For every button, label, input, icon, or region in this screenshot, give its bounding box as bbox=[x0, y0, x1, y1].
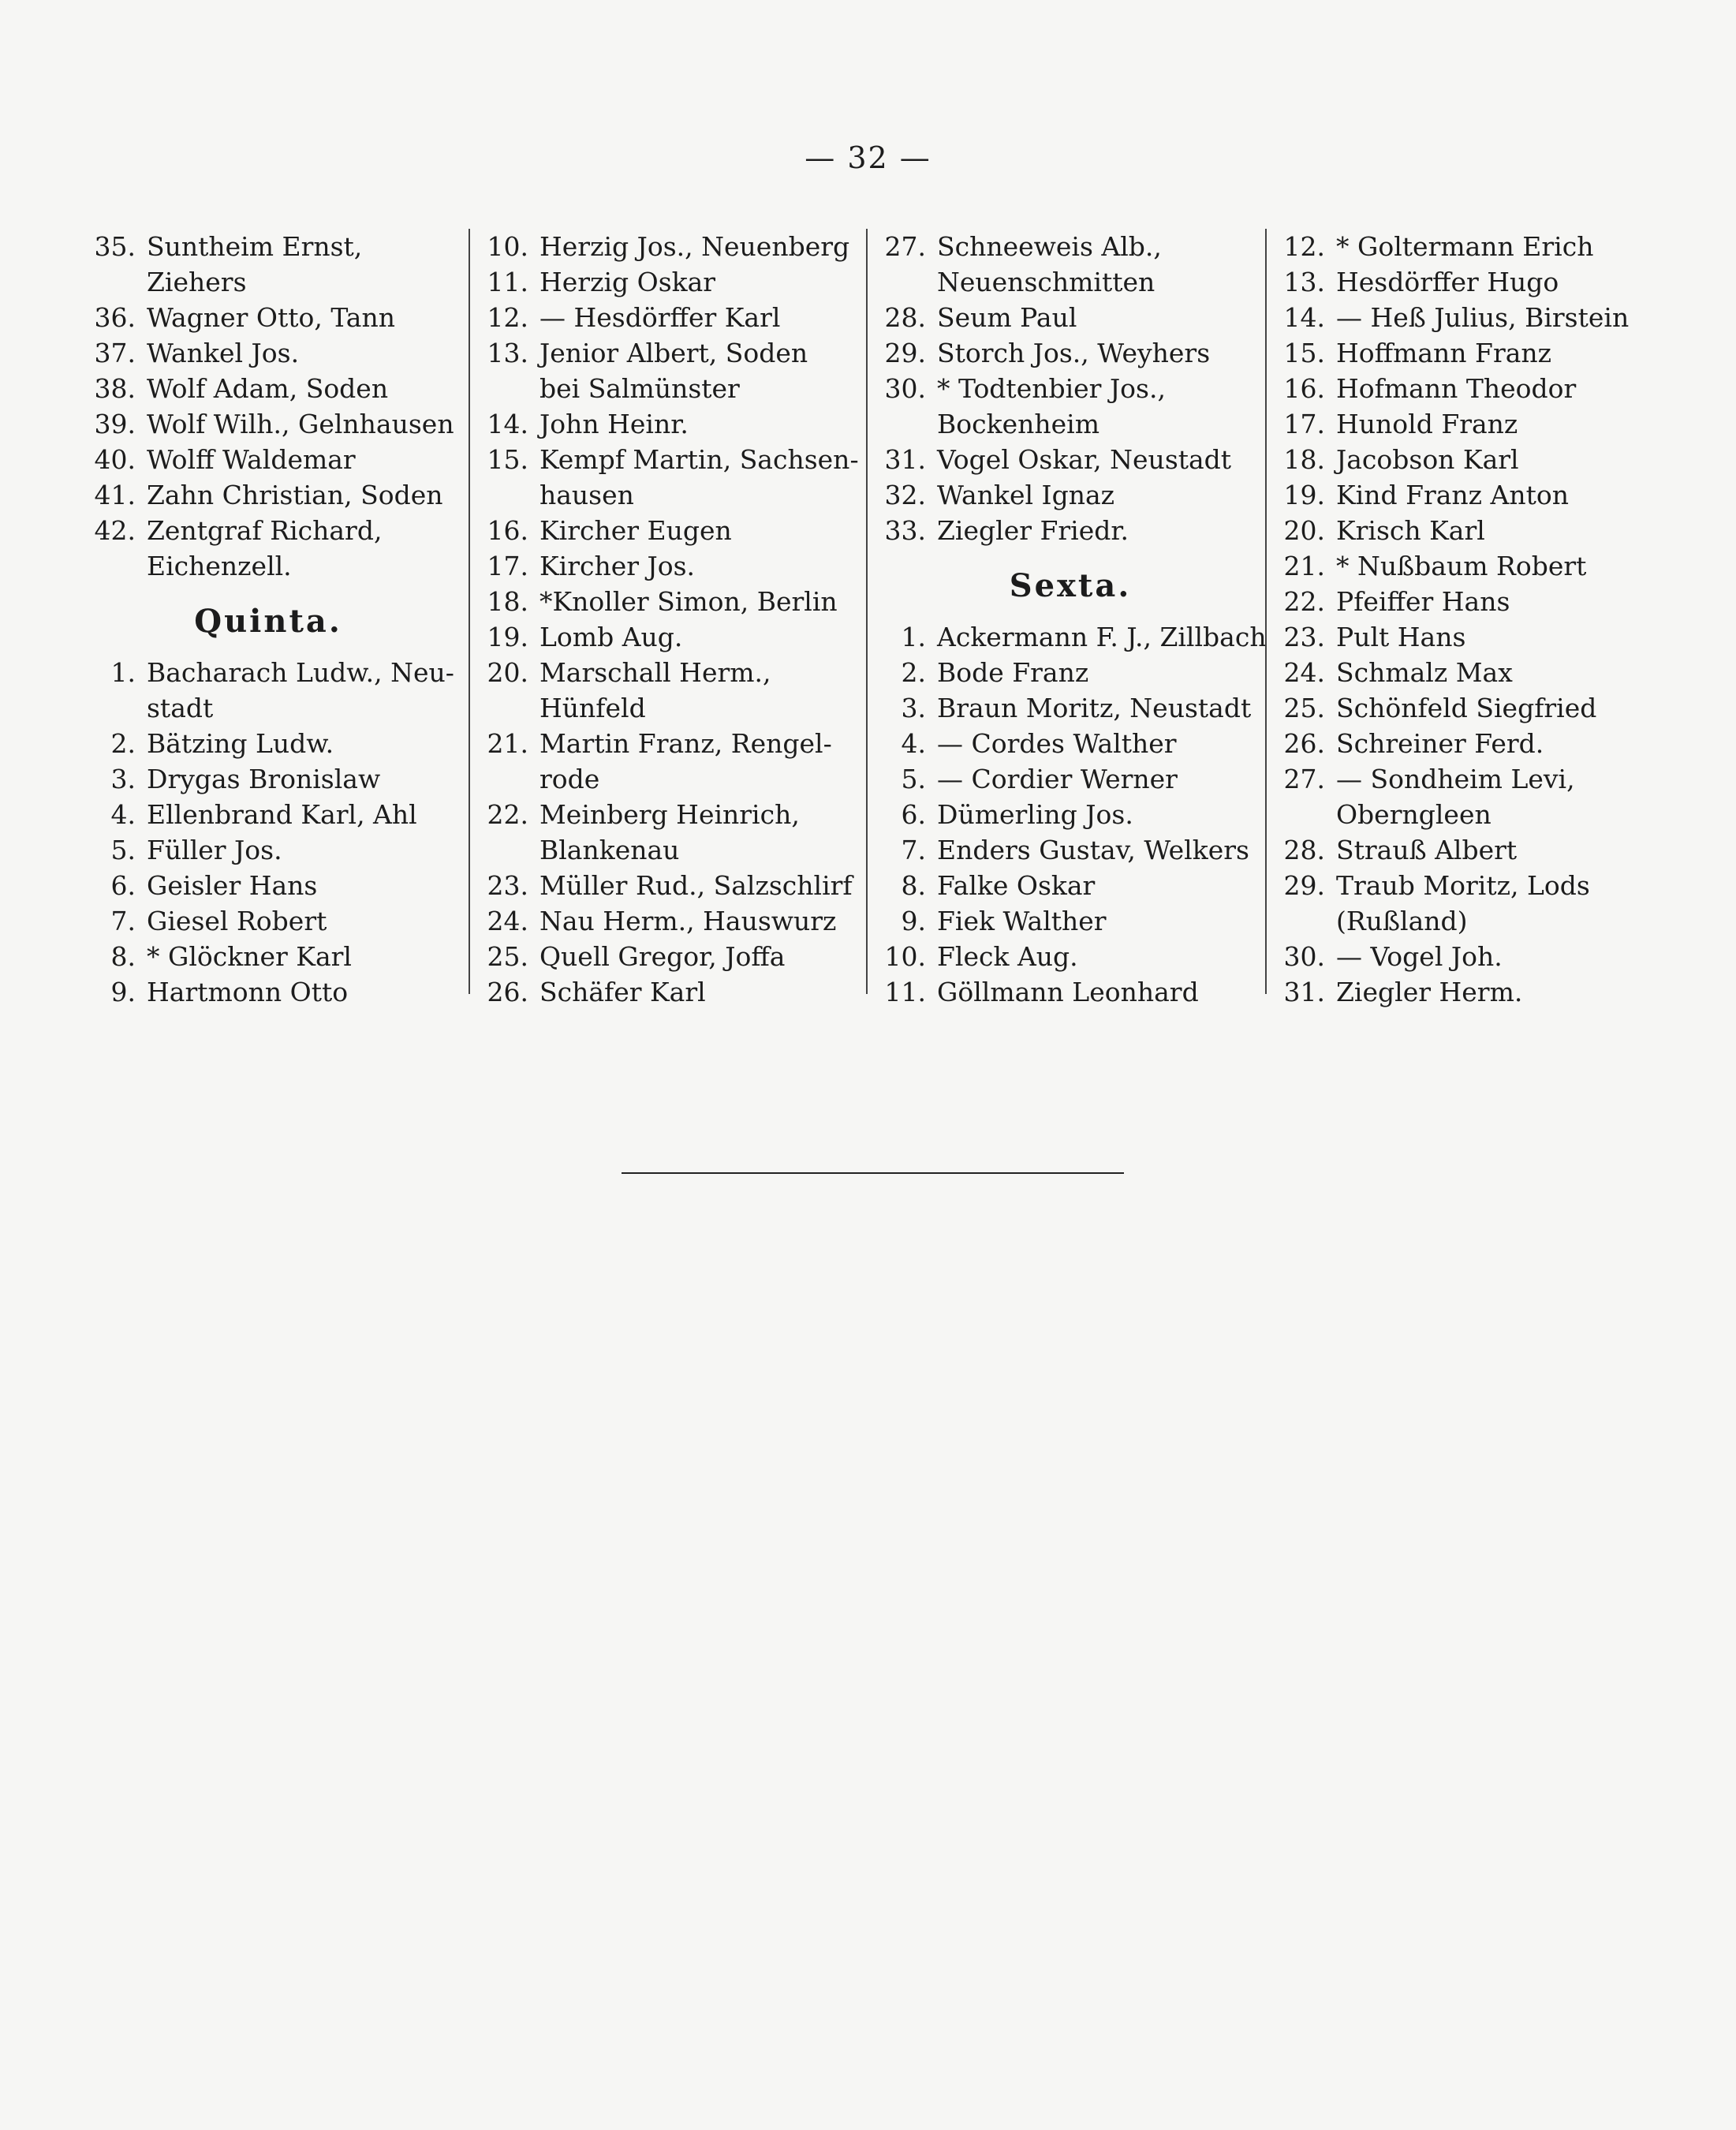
list-item bbox=[877, 939, 1264, 974]
entry-continuation: stadt bbox=[147, 693, 214, 723]
entry-number: 9. bbox=[110, 977, 136, 1007]
entry-name: Marschall Herm., bbox=[539, 657, 771, 688]
list-item bbox=[480, 974, 866, 1010]
list-item bbox=[877, 371, 1264, 406]
entry-number: 30. bbox=[1283, 941, 1325, 972]
list-item bbox=[877, 229, 1264, 264]
entry-name: — Hesdörffer Karl bbox=[539, 302, 781, 333]
list-item bbox=[480, 868, 866, 903]
entry-name: Bacharach Ludw., Neu- bbox=[147, 657, 454, 688]
entry-number: 15. bbox=[1283, 338, 1325, 368]
entry-name: Fleck Aug. bbox=[937, 941, 1078, 972]
entry-number: 8. bbox=[901, 870, 926, 901]
entry-name: Jenior Albert, Soden bbox=[539, 338, 808, 368]
entry-number: 1. bbox=[901, 622, 926, 652]
list-item bbox=[1276, 726, 1671, 761]
entry-name: Kempf Martin, Sachsen- bbox=[539, 444, 859, 475]
entry-number: 4. bbox=[110, 799, 136, 830]
entry-number: 16. bbox=[1283, 373, 1325, 404]
entry-name: * Todtenbier Jos., bbox=[937, 373, 1166, 404]
list-item bbox=[1276, 868, 1671, 903]
entry-name: Wankel Ignaz bbox=[937, 480, 1115, 510]
entry-name: Geisler Hans bbox=[147, 870, 318, 901]
entry-name: Meinberg Heinrich, bbox=[539, 799, 800, 830]
list-item bbox=[480, 939, 866, 974]
list-item bbox=[480, 406, 866, 442]
entry-number: 25. bbox=[487, 941, 528, 972]
entry-number: 21. bbox=[1283, 551, 1325, 581]
section-rule bbox=[622, 1172, 1124, 1174]
entry-number: 24. bbox=[1283, 657, 1325, 688]
entry-number: 3. bbox=[901, 693, 926, 723]
entry-name: Wolf Wilh., Gelnhausen bbox=[147, 409, 454, 439]
entry-name: Kircher Jos. bbox=[539, 551, 696, 581]
entry-name: Ellenbrand Karl, Ahl bbox=[147, 799, 417, 830]
entry-number: 6. bbox=[110, 870, 136, 901]
entry-number: 29. bbox=[884, 338, 926, 368]
list-item bbox=[1276, 761, 1671, 797]
entry-number: 36. bbox=[94, 302, 136, 333]
list-item bbox=[877, 797, 1264, 832]
list-item bbox=[480, 229, 866, 264]
list-item bbox=[877, 726, 1264, 761]
entry-number: 9. bbox=[901, 906, 926, 936]
entry-number: 23. bbox=[1283, 622, 1325, 652]
column-2 bbox=[469, 229, 866, 1007]
entry-number: 28. bbox=[884, 302, 926, 333]
entry-number: 14. bbox=[487, 409, 528, 439]
list-item bbox=[877, 655, 1264, 690]
entry-continuation: Bockenheim bbox=[937, 409, 1100, 439]
entry-number: 5. bbox=[901, 764, 926, 794]
entry-name: Füller Jos. bbox=[147, 835, 282, 865]
list-item bbox=[480, 903, 866, 939]
entry-name: Wolf Adam, Soden bbox=[147, 373, 389, 404]
list-item bbox=[87, 832, 450, 868]
entry-continuation: hausen bbox=[539, 480, 634, 510]
entry-name: Ziegler Herm. bbox=[1336, 977, 1523, 1007]
list-item bbox=[1276, 513, 1671, 548]
quinta-heading: Quinta. bbox=[194, 603, 342, 640]
list-item bbox=[87, 797, 450, 832]
list-item bbox=[1276, 832, 1671, 868]
list-item bbox=[1276, 548, 1671, 584]
entry-number: 22. bbox=[487, 799, 528, 830]
entry-name: Hofmann Theodor bbox=[1336, 373, 1577, 404]
list-item bbox=[1276, 939, 1671, 974]
entry-number: 23. bbox=[487, 870, 528, 901]
list-item bbox=[1276, 300, 1671, 335]
entry-name: Seum Paul bbox=[937, 302, 1077, 333]
entry-name: Kind Franz Anton bbox=[1336, 480, 1570, 510]
list-item bbox=[87, 761, 450, 797]
list-item bbox=[1276, 477, 1671, 513]
entry-number: 27. bbox=[884, 231, 926, 262]
entry-name: — Cordier Werner bbox=[937, 764, 1178, 794]
entry-name: Schmalz Max bbox=[1336, 657, 1513, 688]
entry-number: 26. bbox=[1283, 728, 1325, 759]
list-item bbox=[87, 229, 450, 264]
entry-number: 37. bbox=[94, 338, 136, 368]
entry-continuation: Neuenschmitten bbox=[937, 267, 1155, 297]
entry-number: 38. bbox=[94, 373, 136, 404]
list-item bbox=[87, 300, 450, 335]
list-item bbox=[480, 335, 866, 371]
entry-number: 40. bbox=[94, 444, 136, 475]
entry-name: Giesel Robert bbox=[147, 906, 327, 936]
list-item bbox=[1276, 584, 1671, 619]
entry-number: 1. bbox=[110, 657, 136, 688]
entry-number: 31. bbox=[884, 444, 926, 475]
entry-name: Vogel Oskar, Neustadt bbox=[937, 444, 1232, 475]
list-item bbox=[480, 548, 866, 584]
entry-continuation: (Rußland) bbox=[1336, 906, 1468, 936]
entry-number: 33. bbox=[884, 515, 926, 546]
entry-name: Traub Moritz, Lods bbox=[1336, 870, 1590, 901]
entry-number: 17. bbox=[487, 551, 528, 581]
entry-continuation: Blankenau bbox=[539, 835, 680, 865]
list-item bbox=[1276, 371, 1671, 406]
entry-name: Pfeiffer Hans bbox=[1336, 586, 1510, 617]
entry-number: 10. bbox=[487, 231, 528, 262]
list-item bbox=[1276, 264, 1671, 300]
column-4 bbox=[1265, 229, 1671, 1007]
entry-name: Falke Oskar bbox=[937, 870, 1096, 901]
quinta-list-continued bbox=[480, 229, 866, 1010]
entry-number: 18. bbox=[1283, 444, 1325, 475]
entry-number: 14. bbox=[1283, 302, 1325, 333]
entry-name: Ziegler Friedr. bbox=[937, 515, 1129, 546]
entry-number: 3. bbox=[110, 764, 136, 794]
list-item bbox=[480, 655, 866, 690]
list-item bbox=[480, 584, 866, 619]
entry-number: 7. bbox=[110, 906, 136, 936]
entry-number: 2. bbox=[110, 728, 136, 759]
entry-number: 28. bbox=[1283, 835, 1325, 865]
list-item bbox=[87, 974, 450, 1010]
entry-name: * Goltermann Erich bbox=[1336, 231, 1594, 262]
list-item bbox=[1276, 335, 1671, 371]
list-item bbox=[877, 619, 1267, 655]
entry-number: 19. bbox=[487, 622, 528, 652]
list-item bbox=[87, 406, 454, 442]
list-item bbox=[87, 903, 450, 939]
entry-name: Schneeweis Alb., bbox=[937, 231, 1162, 262]
entry-number: 25. bbox=[1283, 693, 1325, 723]
quinta-list-end bbox=[877, 229, 1264, 548]
entry-number: 35. bbox=[94, 231, 136, 262]
entry-name: Schönfeld Siegfried bbox=[1336, 693, 1597, 723]
entry-continuation: Oberngleen bbox=[1336, 799, 1491, 830]
list-item bbox=[1276, 442, 1671, 477]
entry-number: 7. bbox=[901, 835, 926, 865]
entry-name: — Heß Julius, Birstein bbox=[1336, 302, 1630, 333]
entry-name: Wagner Otto, Tann bbox=[147, 302, 395, 333]
list-item bbox=[87, 655, 454, 690]
column-1 bbox=[87, 229, 454, 1010]
entry-number: 19. bbox=[1283, 480, 1325, 510]
sexta-list-part bbox=[877, 619, 1267, 1010]
list-item bbox=[1276, 690, 1671, 726]
list-item bbox=[877, 513, 1264, 548]
entry-name: Bode Franz bbox=[937, 657, 1089, 688]
entry-number: 18. bbox=[487, 586, 528, 617]
list-item bbox=[87, 726, 450, 761]
entry-number: 10. bbox=[884, 941, 926, 972]
entry-continuation: rode bbox=[539, 764, 600, 794]
list-item bbox=[480, 797, 866, 832]
entry-name: Wankel Jos. bbox=[147, 338, 300, 368]
list-item bbox=[87, 371, 450, 406]
entry-number: 2. bbox=[901, 657, 926, 688]
entry-number: 42. bbox=[94, 515, 136, 546]
entry-name: Enders Gustav, Welkers bbox=[937, 835, 1249, 865]
entry-number: 12. bbox=[1283, 231, 1325, 262]
entry-name: Herzig Jos., Neuenberg bbox=[539, 231, 850, 262]
entry-name: Kircher Eugen bbox=[539, 515, 732, 546]
list-item bbox=[87, 939, 450, 974]
entry-number: 5. bbox=[110, 835, 136, 865]
entry-number: 11. bbox=[487, 267, 528, 297]
entry-name: — Vogel Joh. bbox=[1336, 941, 1503, 972]
entry-continuation: Ziehers bbox=[147, 267, 247, 297]
entry-name: Hartmonn Otto bbox=[147, 977, 349, 1007]
entry-number: 32. bbox=[884, 480, 926, 510]
quinta-list-part bbox=[87, 655, 454, 1010]
entry-name: Müller Rud., Salzschlirf bbox=[539, 870, 853, 901]
entry-number: 26. bbox=[487, 977, 528, 1007]
entry-name: Pult Hans bbox=[1336, 622, 1466, 652]
list-item bbox=[877, 690, 1264, 726]
list-item bbox=[877, 335, 1264, 371]
sexta-list-continued bbox=[1276, 229, 1671, 1010]
entry-name: Quell Gregor, Joffa bbox=[539, 941, 786, 972]
list-item bbox=[877, 868, 1264, 903]
list-item bbox=[877, 903, 1264, 939]
column-3 bbox=[866, 229, 1267, 1007]
list-item bbox=[480, 726, 866, 761]
entry-number: 8. bbox=[110, 941, 136, 972]
entry-number: 20. bbox=[1283, 515, 1325, 546]
entry-name: Krisch Karl bbox=[1336, 515, 1485, 546]
list-item bbox=[480, 300, 866, 335]
list-item bbox=[1276, 974, 1671, 1010]
entry-number: 12. bbox=[487, 302, 528, 333]
list-item bbox=[877, 300, 1264, 335]
page-number: — 32 — bbox=[805, 140, 931, 175]
entry-name: Jacobson Karl bbox=[1336, 444, 1519, 475]
list-item bbox=[87, 513, 450, 548]
entry-name: Bätzing Ludw. bbox=[147, 728, 334, 759]
sexta-heading: Sexta. bbox=[1009, 567, 1132, 604]
entry-name: * Glöckner Karl bbox=[147, 941, 352, 972]
entry-number: 20. bbox=[487, 657, 528, 688]
entry-number: 16. bbox=[487, 515, 528, 546]
list-item bbox=[1276, 229, 1671, 264]
entry-number: 15. bbox=[487, 444, 528, 475]
quarta-list-part bbox=[87, 229, 454, 584]
entry-name: Ackermann F. J., Zillbach bbox=[937, 622, 1267, 652]
entry-name: Zentgraf Richard, bbox=[147, 515, 383, 546]
entry-number: 22. bbox=[1283, 586, 1325, 617]
list-item bbox=[87, 442, 450, 477]
list-item bbox=[877, 974, 1264, 1010]
entry-name: John Heinr. bbox=[539, 409, 689, 439]
entry-continuation: Hünfeld bbox=[539, 693, 646, 723]
entry-name: Hunold Franz bbox=[1336, 409, 1518, 439]
entry-name: *Knoller Simon, Berlin bbox=[539, 586, 838, 617]
list-item bbox=[87, 335, 450, 371]
entry-name: Herzig Oskar bbox=[539, 267, 716, 297]
entry-name: Suntheim Ernst, bbox=[147, 231, 363, 262]
list-item bbox=[480, 264, 866, 300]
entry-number: 11. bbox=[884, 977, 926, 1007]
entry-name: Schreiner Ferd. bbox=[1336, 728, 1544, 759]
entry-name: Göllmann Leonhard bbox=[937, 977, 1199, 1007]
entry-number: 13. bbox=[1283, 267, 1325, 297]
list-item bbox=[87, 477, 450, 513]
list-item bbox=[1276, 406, 1671, 442]
entry-name: Martin Franz, Rengel- bbox=[539, 728, 832, 759]
list-item bbox=[877, 761, 1264, 797]
entry-number: 29. bbox=[1283, 870, 1325, 901]
entry-name: Schäfer Karl bbox=[539, 977, 706, 1007]
entry-number: 30. bbox=[884, 373, 926, 404]
entry-name: Fiek Walther bbox=[937, 906, 1107, 936]
entry-name: Lomb Aug. bbox=[539, 622, 683, 652]
entry-name: Storch Jos., Weyhers bbox=[937, 338, 1211, 368]
entry-name: — Sondheim Levi, bbox=[1336, 764, 1575, 794]
entry-number: 13. bbox=[487, 338, 528, 368]
entry-number: 24. bbox=[487, 906, 528, 936]
list-item bbox=[1276, 619, 1671, 655]
entry-number: 41. bbox=[94, 480, 136, 510]
entry-name: Wolff Waldemar bbox=[147, 444, 356, 475]
entry-number: 27. bbox=[1283, 764, 1325, 794]
entry-continuation: Eichenzell. bbox=[147, 551, 292, 581]
entry-name: Strauß Albert bbox=[1336, 835, 1518, 865]
entry-name: Dümerling Jos. bbox=[937, 799, 1133, 830]
entry-name: Nau Herm., Hauswurz bbox=[539, 906, 837, 936]
list-item bbox=[480, 513, 866, 548]
entry-name: Hesdörffer Hugo bbox=[1336, 267, 1559, 297]
entry-number: 4. bbox=[901, 728, 926, 759]
list-item bbox=[87, 868, 450, 903]
list-item bbox=[1276, 655, 1671, 690]
entry-name: Hoffmann Franz bbox=[1336, 338, 1552, 368]
entry-name: Drygas Bronislaw bbox=[147, 764, 381, 794]
list-item bbox=[877, 477, 1264, 513]
entry-name: Zahn Christian, Soden bbox=[147, 480, 443, 510]
list-item bbox=[480, 442, 866, 477]
list-item bbox=[480, 619, 866, 655]
entry-number: 17. bbox=[1283, 409, 1325, 439]
list-item bbox=[877, 832, 1264, 868]
entry-continuation: bei Salmünster bbox=[539, 373, 740, 404]
entry-name: * Nußbaum Robert bbox=[1336, 551, 1587, 581]
entry-number: 31. bbox=[1283, 977, 1325, 1007]
entry-number: 6. bbox=[901, 799, 926, 830]
list-item bbox=[877, 442, 1264, 477]
entry-number: 21. bbox=[487, 728, 528, 759]
entry-name: Braun Moritz, Neustadt bbox=[937, 693, 1252, 723]
entry-number: 39. bbox=[94, 409, 136, 439]
entry-name: — Cordes Walther bbox=[937, 728, 1177, 759]
